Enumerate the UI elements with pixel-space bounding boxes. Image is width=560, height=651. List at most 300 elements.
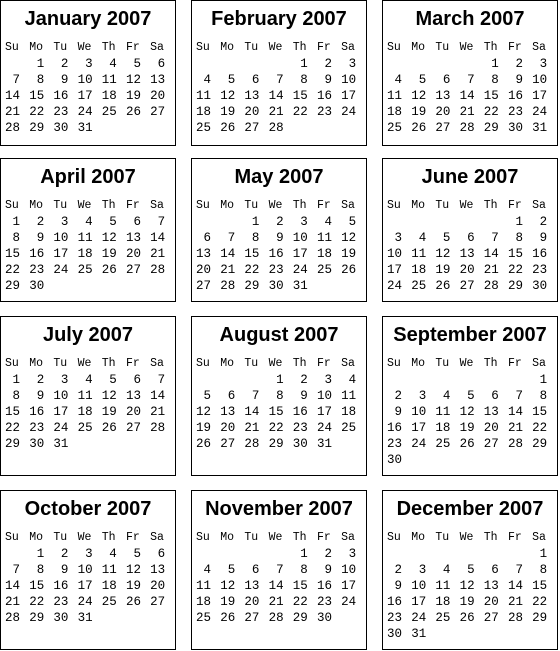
day-cell: 9	[316, 563, 332, 577]
day-cell: 30	[387, 627, 403, 641]
empty-cell	[435, 546, 459, 562]
day-cell: 9	[268, 231, 284, 245]
day-cell: 17	[53, 405, 69, 419]
day-cell: 18	[341, 405, 357, 419]
day-cell: 24	[411, 611, 427, 625]
weekday-header: Fr	[316, 41, 331, 54]
day-cell: 2	[316, 547, 332, 561]
day-cell: 20	[150, 579, 166, 593]
day-cell: 14	[507, 405, 523, 419]
day-cell: 31	[292, 279, 308, 293]
day-grid	[5, 40, 174, 136]
day-cell: 17	[341, 579, 357, 593]
day-cell: 1	[5, 373, 21, 387]
day-cell: 22	[29, 595, 45, 609]
day-cell: 10	[532, 73, 548, 87]
day-cell: 27	[483, 437, 499, 451]
month-november	[191, 490, 367, 650]
day-cell: 31	[53, 437, 69, 451]
day-cell: 9	[316, 73, 332, 87]
day-cell: 17	[411, 595, 427, 609]
day-grid	[196, 198, 365, 294]
weekday-header: Tu	[244, 41, 259, 54]
day-cell: 8	[532, 563, 548, 577]
day-cell: 22	[532, 421, 548, 435]
day-cell: 19	[435, 263, 451, 277]
day-cell: 15	[5, 405, 21, 419]
day-cell: 28	[507, 437, 523, 451]
day-cell: 4	[387, 73, 403, 87]
day-cell: 22	[268, 421, 284, 435]
empty-cell	[387, 372, 411, 388]
weekday-header: Tu	[435, 357, 450, 370]
weekday-header: Th	[483, 41, 498, 54]
month-title: November 2007	[205, 498, 353, 520]
day-cell: 17	[411, 421, 427, 435]
day-cell: 30	[53, 121, 69, 135]
day-cell: 11	[341, 389, 357, 403]
weekday-header: Sa	[532, 357, 546, 370]
day-cell: 18	[435, 595, 451, 609]
day-cell: 2	[387, 389, 403, 403]
empty-cell	[411, 546, 435, 562]
empty-cell	[387, 214, 411, 230]
weekday-header: Mo	[411, 199, 425, 212]
day-cell: 9	[53, 73, 69, 87]
day-cell: 7	[244, 389, 260, 403]
day-cell: 3	[77, 547, 93, 561]
day-cell: 8	[507, 231, 523, 245]
day-cell: 13	[483, 405, 499, 419]
day-cell: 8	[483, 73, 499, 87]
day-cell: 12	[411, 89, 427, 103]
weekday-header: Su	[5, 357, 19, 370]
day-cell: 25	[196, 611, 212, 625]
month-title: October 2007	[24, 498, 152, 520]
day-cell: 23	[292, 421, 308, 435]
empty-cell	[411, 56, 435, 72]
weekday-header: Tu	[435, 531, 450, 544]
day-cell: 3	[292, 215, 308, 229]
day-cell: 19	[125, 579, 141, 593]
day-cell: 23	[53, 105, 69, 119]
day-cell: 24	[341, 105, 357, 119]
weekday-header: Su	[196, 531, 210, 544]
day-cell: 15	[244, 247, 260, 261]
day-cell: 18	[435, 421, 451, 435]
day-cell: 16	[29, 405, 45, 419]
day-cell: 4	[101, 547, 117, 561]
day-grid	[5, 530, 174, 626]
day-cell: 26	[125, 105, 141, 119]
day-cell: 7	[5, 563, 21, 577]
empty-cell	[196, 214, 220, 230]
weekday-header: We	[77, 199, 92, 212]
day-cell: 27	[220, 437, 236, 451]
day-cell: 29	[532, 611, 548, 625]
day-cell: 19	[459, 421, 475, 435]
day-cell: 5	[411, 73, 427, 87]
month-january	[0, 0, 176, 146]
day-cell: 6	[196, 231, 212, 245]
day-cell: 8	[268, 389, 284, 403]
month-title: July 2007	[42, 324, 134, 346]
day-cell: 29	[483, 121, 499, 135]
day-cell: 9	[292, 389, 308, 403]
day-cell: 7	[268, 563, 284, 577]
day-cell: 13	[125, 231, 141, 245]
day-cell: 24	[77, 105, 93, 119]
day-cell: 13	[244, 579, 260, 593]
day-cell: 21	[220, 263, 236, 277]
day-cell: 15	[5, 247, 21, 261]
month-december	[382, 490, 558, 650]
weekday-header: Sa	[341, 199, 355, 212]
day-cell: 16	[532, 247, 548, 261]
day-cell: 26	[101, 263, 117, 277]
day-cell: 27	[125, 263, 141, 277]
weekday-header: Su	[387, 531, 401, 544]
day-cell: 5	[101, 373, 117, 387]
day-cell: 20	[150, 89, 166, 103]
weekday-header: Tu	[244, 357, 259, 370]
day-cell: 22	[5, 263, 21, 277]
month-march	[382, 0, 558, 146]
day-cell: 24	[387, 279, 403, 293]
day-cell: 15	[532, 579, 548, 593]
day-cell: 2	[507, 57, 523, 71]
day-cell: 11	[316, 231, 332, 245]
day-cell: 20	[244, 105, 260, 119]
month-june	[382, 158, 558, 302]
day-grid	[387, 356, 556, 468]
weekday-header: Su	[196, 357, 210, 370]
day-cell: 18	[387, 105, 403, 119]
weekday-header: We	[77, 357, 92, 370]
day-cell: 25	[341, 421, 357, 435]
empty-cell	[196, 546, 220, 562]
day-cell: 7	[507, 389, 523, 403]
day-cell: 24	[341, 595, 357, 609]
weekday-header: Sa	[341, 41, 355, 54]
weekday-header: Fr	[125, 357, 140, 370]
day-cell: 7	[220, 231, 236, 245]
day-cell: 24	[77, 595, 93, 609]
weekday-header: Sa	[532, 199, 546, 212]
weekday-header: Fr	[125, 199, 140, 212]
day-cell: 3	[316, 373, 332, 387]
empty-cell	[269, 56, 293, 72]
day-cell: 29	[5, 279, 21, 293]
day-cell: 1	[483, 57, 499, 71]
weekday-header: We	[459, 357, 474, 370]
day-cell: 10	[341, 73, 357, 87]
month-october	[0, 490, 176, 650]
day-cell: 22	[244, 263, 260, 277]
weekday-header: Su	[5, 199, 19, 212]
day-cell: 31	[411, 627, 427, 641]
day-cell: 26	[341, 263, 357, 277]
weekday-header: Su	[387, 357, 401, 370]
day-cell: 8	[29, 563, 45, 577]
day-cell: 23	[268, 263, 284, 277]
weekday-header: Tu	[244, 199, 259, 212]
weekday-header: Sa	[532, 531, 546, 544]
empty-cell	[460, 546, 484, 562]
weekday-header: Fr	[316, 531, 331, 544]
day-cell: 9	[387, 405, 403, 419]
month-title: August 2007	[219, 324, 339, 346]
day-cell: 5	[125, 547, 141, 561]
day-cell: 23	[387, 611, 403, 625]
day-cell: 18	[77, 247, 93, 261]
day-cell: 12	[435, 247, 451, 261]
day-cell: 28	[507, 611, 523, 625]
day-cell: 30	[316, 611, 332, 625]
empty-cell	[196, 372, 220, 388]
weekday-header: Fr	[507, 41, 522, 54]
empty-cell	[460, 56, 484, 72]
weekday-header: Mo	[411, 357, 425, 370]
day-cell: 9	[387, 579, 403, 593]
empty-cell	[220, 546, 244, 562]
day-cell: 11	[435, 405, 451, 419]
day-cell: 20	[220, 421, 236, 435]
day-cell: 17	[292, 247, 308, 261]
day-cell: 25	[435, 437, 451, 451]
empty-cell	[244, 56, 268, 72]
day-cell: 4	[101, 57, 117, 71]
day-cell: 2	[292, 373, 308, 387]
weekday-header: We	[459, 41, 474, 54]
day-cell: 27	[150, 105, 166, 119]
day-cell: 3	[341, 547, 357, 561]
day-cell: 2	[29, 373, 45, 387]
month-title: April 2007	[40, 166, 136, 188]
day-cell: 24	[532, 105, 548, 119]
day-cell: 13	[435, 89, 451, 103]
weekday-header: Th	[292, 41, 307, 54]
weekday-header: Sa	[150, 357, 164, 370]
day-cell: 3	[53, 373, 69, 387]
empty-cell	[244, 372, 268, 388]
day-cell: 4	[316, 215, 332, 229]
day-cell: 3	[77, 57, 93, 71]
day-cell: 5	[459, 389, 475, 403]
day-cell: 25	[101, 105, 117, 119]
weekday-header: Mo	[220, 199, 234, 212]
weekday-header: We	[268, 357, 283, 370]
day-cell: 7	[5, 73, 21, 87]
day-cell: 11	[196, 579, 212, 593]
day-cell: 19	[411, 105, 427, 119]
day-cell: 29	[507, 279, 523, 293]
day-cell: 2	[29, 215, 45, 229]
weekday-header: Mo	[29, 199, 43, 212]
day-cell: 21	[244, 421, 260, 435]
day-cell: 18	[77, 405, 93, 419]
day-cell: 15	[483, 89, 499, 103]
day-cell: 19	[125, 89, 141, 103]
day-cell: 14	[5, 579, 21, 593]
day-cell: 20	[483, 421, 499, 435]
day-cell: 19	[220, 595, 236, 609]
day-cell: 11	[435, 579, 451, 593]
day-cell: 16	[53, 89, 69, 103]
day-cell: 7	[268, 73, 284, 87]
day-cell: 14	[220, 247, 236, 261]
day-cell: 9	[53, 563, 69, 577]
day-cell: 10	[77, 73, 93, 87]
month-title: December 2007	[396, 498, 544, 520]
day-cell: 6	[150, 57, 166, 71]
day-cell: 14	[459, 89, 475, 103]
weekday-header: Mo	[220, 41, 234, 54]
weekday-header: Th	[483, 531, 498, 544]
weekday-header: Fr	[125, 531, 140, 544]
weekday-header: Fr	[125, 41, 140, 54]
weekday-header: Th	[292, 531, 307, 544]
day-cell: 23	[387, 437, 403, 451]
day-grid	[5, 356, 174, 452]
day-cell: 24	[53, 263, 69, 277]
day-cell: 26	[196, 437, 212, 451]
day-cell: 18	[196, 105, 212, 119]
weekday-header: Tu	[244, 531, 259, 544]
empty-cell	[435, 372, 459, 388]
day-cell: 30	[268, 279, 284, 293]
day-cell: 4	[196, 73, 212, 87]
day-cell: 14	[150, 231, 166, 245]
empty-cell	[411, 372, 435, 388]
day-cell: 1	[244, 215, 260, 229]
day-cell: 8	[5, 231, 21, 245]
day-cell: 10	[292, 231, 308, 245]
day-cell: 12	[101, 389, 117, 403]
day-cell: 12	[459, 405, 475, 419]
day-cell: 3	[411, 389, 427, 403]
day-cell: 11	[77, 389, 93, 403]
day-cell: 19	[101, 405, 117, 419]
day-cell: 29	[29, 611, 45, 625]
weekday-header: Su	[387, 199, 401, 212]
month-title: September 2007	[393, 324, 547, 346]
day-cell: 11	[101, 563, 117, 577]
day-cell: 29	[532, 437, 548, 451]
day-cell: 16	[29, 247, 45, 261]
day-cell: 10	[77, 563, 93, 577]
day-cell: 25	[77, 263, 93, 277]
day-cell: 26	[125, 595, 141, 609]
day-cell: 21	[150, 405, 166, 419]
empty-cell	[508, 546, 532, 562]
day-cell: 1	[532, 547, 548, 561]
month-title: March 2007	[415, 8, 525, 30]
day-cell: 13	[150, 563, 166, 577]
day-cell: 30	[29, 279, 45, 293]
day-cell: 29	[29, 121, 45, 135]
day-cell: 15	[29, 89, 45, 103]
month-title: January 2007	[24, 8, 152, 30]
day-cell: 26	[435, 279, 451, 293]
day-cell: 6	[459, 231, 475, 245]
day-cell: 10	[411, 405, 427, 419]
day-cell: 13	[483, 579, 499, 593]
day-cell: 14	[507, 579, 523, 593]
weekday-header: We	[459, 199, 474, 212]
weekday-header: Sa	[150, 41, 164, 54]
day-cell: 11	[196, 89, 212, 103]
day-cell: 1	[292, 547, 308, 561]
day-cell: 2	[53, 57, 69, 71]
weekday-header: Su	[5, 41, 19, 54]
day-cell: 24	[316, 421, 332, 435]
day-cell: 21	[483, 263, 499, 277]
empty-cell	[460, 214, 484, 230]
day-cell: 28	[5, 611, 21, 625]
day-grid	[387, 40, 556, 136]
day-cell: 23	[316, 105, 332, 119]
empty-cell	[5, 56, 29, 72]
day-cell: 22	[532, 595, 548, 609]
month-april	[0, 158, 176, 302]
day-cell: 26	[101, 421, 117, 435]
day-cell: 14	[5, 89, 21, 103]
day-cell: 16	[507, 89, 523, 103]
day-cell: 16	[292, 405, 308, 419]
day-cell: 11	[77, 231, 93, 245]
weekday-header: Tu	[53, 199, 68, 212]
weekday-header: Sa	[150, 199, 164, 212]
month-september	[382, 316, 558, 476]
day-cell: 18	[101, 579, 117, 593]
day-cell: 26	[411, 121, 427, 135]
day-cell: 3	[341, 57, 357, 71]
day-cell: 22	[507, 263, 523, 277]
day-cell: 17	[316, 405, 332, 419]
month-title: May 2007	[234, 166, 324, 188]
weekday-header: Fr	[507, 199, 522, 212]
day-cell: 20	[125, 405, 141, 419]
day-cell: 19	[459, 595, 475, 609]
day-cell: 7	[150, 215, 166, 229]
day-cell: 12	[125, 563, 141, 577]
weekday-header: Su	[196, 199, 210, 212]
day-cell: 1	[5, 215, 21, 229]
day-cell: 22	[29, 105, 45, 119]
weekday-header: Tu	[53, 531, 68, 544]
weekday-header: Th	[292, 199, 307, 212]
day-cell: 14	[268, 579, 284, 593]
day-cell: 13	[459, 247, 475, 261]
day-cell: 28	[459, 121, 475, 135]
empty-cell	[5, 546, 29, 562]
day-cell: 5	[101, 215, 117, 229]
day-cell: 15	[29, 579, 45, 593]
weekday-header: We	[268, 531, 283, 544]
day-cell: 12	[196, 405, 212, 419]
weekday-header: Tu	[53, 357, 68, 370]
day-cell: 10	[316, 389, 332, 403]
day-cell: 13	[220, 405, 236, 419]
day-cell: 15	[292, 579, 308, 593]
day-cell: 10	[341, 563, 357, 577]
day-cell: 25	[196, 121, 212, 135]
day-cell: 9	[532, 231, 548, 245]
day-cell: 25	[101, 595, 117, 609]
empty-cell	[435, 56, 459, 72]
day-cell: 20	[459, 263, 475, 277]
